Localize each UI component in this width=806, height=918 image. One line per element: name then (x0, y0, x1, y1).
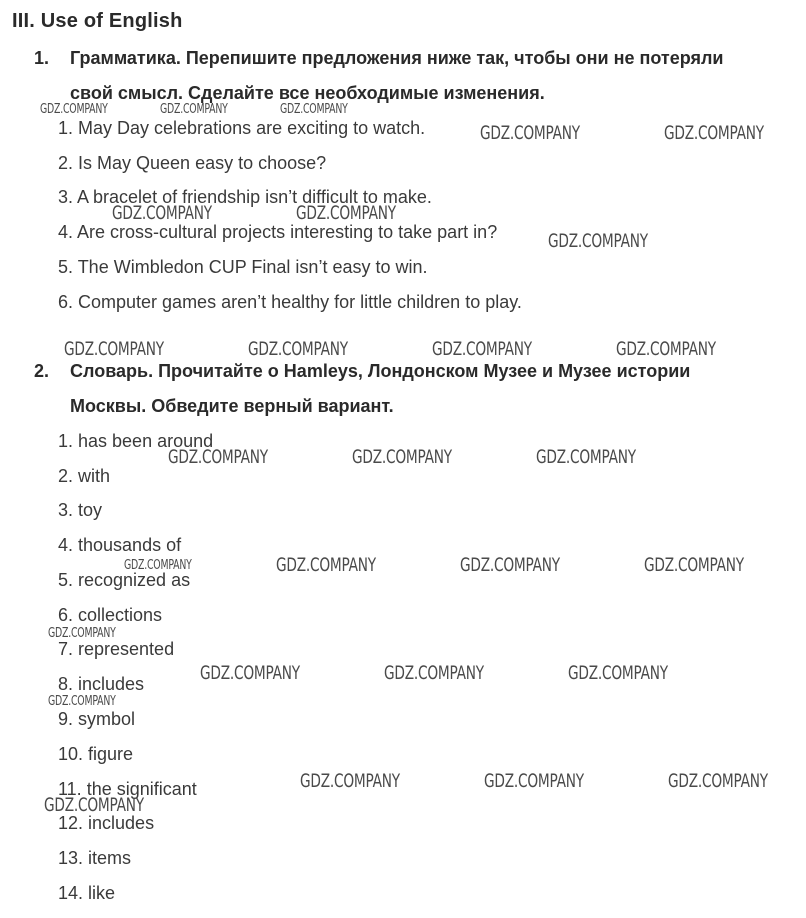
task1-item: 5. The Wimbledon CUP Final isn’t easy to win. (58, 257, 428, 277)
task2-item: 11. the significant (58, 779, 197, 799)
watermark: GDZ.COMPANY (668, 770, 768, 792)
watermark: GDZ.COMPANY (248, 338, 348, 360)
task2-item: 10. figure (58, 744, 134, 764)
task2-number: 2. (34, 361, 50, 381)
task1-item: 3. A bracelet of friendship isn’t difficult to make. (58, 187, 432, 207)
task2-item: 2. with (58, 466, 111, 486)
task1-title (34, 41, 798, 111)
task2-item: 6. collections (58, 605, 163, 625)
task2-item: 4. thousands of (58, 535, 182, 555)
watermark: GDZ.COMPANY (280, 102, 348, 117)
watermark: GDZ.COMPANY (48, 694, 116, 709)
task1-item: 6. Computer games aren’t healthy for little children to play. (58, 292, 522, 312)
task2-title-line2: Москвы. Обведите верный вариант. (70, 396, 394, 416)
task2-item: 7. represented (58, 639, 175, 659)
watermark: GDZ.COMPANY (664, 122, 764, 144)
task2-item: 13. items (58, 848, 132, 868)
watermark: GDZ.COMPANY (300, 770, 400, 792)
task1-item: 2. Is May Queen easy to choose? (58, 153, 327, 173)
watermark: GDZ.COMPANY (296, 202, 396, 224)
task2-item: 1. has been around (58, 431, 214, 451)
watermark: GDZ.COMPANY (124, 558, 192, 573)
watermark: GDZ.COMPANY (536, 446, 636, 468)
watermark: GDZ.COMPANY (40, 102, 108, 117)
watermark: GDZ.COMPANY (200, 662, 300, 684)
watermark: GDZ.COMPANY (48, 626, 116, 641)
task2-item: 5. recognized as (58, 570, 191, 590)
task1-title-line2: свой смысл. Сделайте все необходимые изменения. (70, 83, 545, 103)
watermark: GDZ.COMPANY (480, 122, 580, 144)
watermark: GDZ.COMPANY (432, 338, 532, 360)
watermark: GDZ.COMPANY (616, 338, 716, 360)
task1-item: 1. May Day celebrations are exciting to watch. (58, 118, 426, 138)
watermark: GDZ.COMPANY (168, 446, 268, 468)
task2-item: 12. includes (58, 813, 155, 833)
section-heading: III. Use of English (12, 10, 183, 32)
watermark: GDZ.COMPANY (644, 554, 744, 576)
watermark: GDZ.COMPANY (460, 554, 560, 576)
task1-number: 1. (34, 48, 50, 68)
task2-item: 3. toy (58, 500, 103, 520)
task2-item: 8. includes (58, 674, 145, 694)
task2-title (34, 354, 798, 424)
watermark: GDZ.COMPANY (568, 662, 668, 684)
watermark: GDZ.COMPANY (64, 338, 164, 360)
watermark: GDZ.COMPANY (44, 794, 144, 816)
watermark: GDZ.COMPANY (112, 202, 212, 224)
watermark: GDZ.COMPANY (384, 662, 484, 684)
task1-item: 4. Are cross-cultural projects interesting to take part in? (58, 222, 498, 242)
task2-title-line1: Словарь. Прочитайте о Hamleys, Лондонском Музее и Музее истории (70, 361, 691, 381)
task1-title-line1: Грамматика. Перепишите предложения ниже так, чтобы они не потеряли (70, 48, 724, 68)
watermark: GDZ.COMPANY (352, 446, 452, 468)
watermark: GDZ.COMPANY (160, 102, 228, 117)
watermark: GDZ.COMPANY (484, 770, 584, 792)
watermark: GDZ.COMPANY (548, 230, 648, 252)
task2-item: 9. symbol (58, 709, 136, 729)
watermark: GDZ.COMPANY (276, 554, 376, 576)
task2-item: 14. like (58, 883, 116, 903)
